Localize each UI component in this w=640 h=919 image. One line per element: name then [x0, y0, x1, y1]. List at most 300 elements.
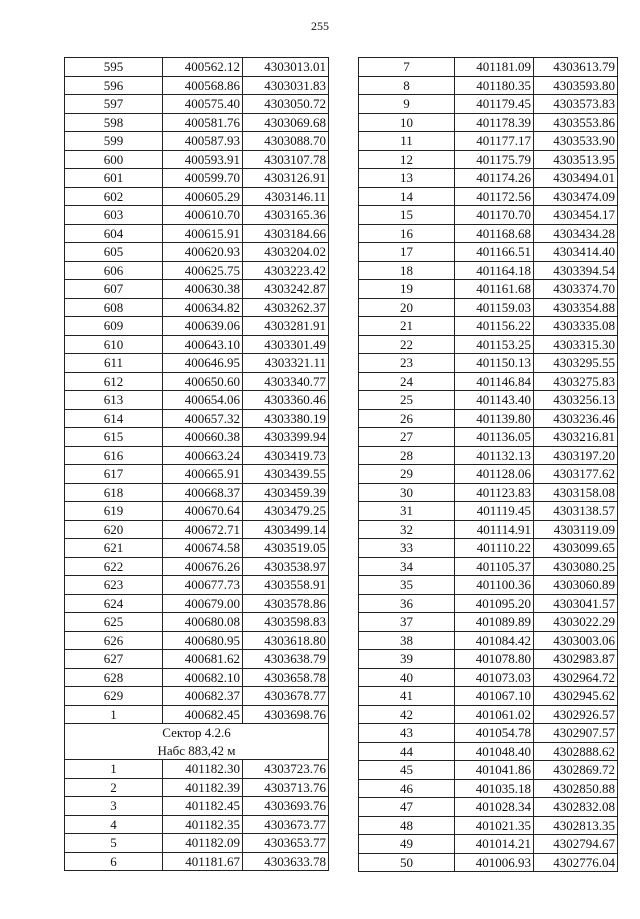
- y-coordinate: 4303439.55: [243, 465, 329, 484]
- point-number: 620: [65, 520, 163, 539]
- x-coordinate: 400562.12: [163, 58, 243, 77]
- point-number: 625: [65, 613, 163, 632]
- x-coordinate: 400682.10: [163, 668, 243, 687]
- point-number: 39: [359, 650, 455, 669]
- table-row: [359, 354, 618, 373]
- x-coordinate: 400581.76: [163, 113, 243, 132]
- x-coordinate: 401021.35: [455, 816, 534, 835]
- y-coordinate: 4303177.62: [534, 465, 618, 484]
- point-number: 610: [65, 335, 163, 354]
- table-row: [359, 613, 618, 632]
- point-number: 8: [359, 76, 455, 95]
- x-coordinate: 401156.22: [455, 317, 534, 336]
- x-coordinate: 401168.68: [455, 224, 534, 243]
- y-coordinate: 4303693.76: [243, 797, 329, 816]
- table-row: [359, 150, 618, 169]
- y-coordinate: 4303414.40: [534, 243, 618, 262]
- point-number: 613: [65, 391, 163, 410]
- point-number: 596: [65, 76, 163, 95]
- x-coordinate: 401181.09: [455, 58, 534, 77]
- table-row: [65, 335, 329, 354]
- table-row: [359, 206, 618, 225]
- table-row: [65, 557, 329, 576]
- point-number: 1: [65, 705, 163, 724]
- x-coordinate: 401178.39: [455, 113, 534, 132]
- point-number: 25: [359, 391, 455, 410]
- table-row: [65, 778, 329, 797]
- y-coordinate: 4303275.83: [534, 372, 618, 391]
- y-coordinate: 4303003.06: [534, 631, 618, 650]
- point-number: 48: [359, 816, 455, 835]
- point-number: 47: [359, 798, 455, 817]
- y-coordinate: 4303216.81: [534, 428, 618, 447]
- table-row: [65, 502, 329, 521]
- x-coordinate: 400575.40: [163, 95, 243, 114]
- y-coordinate: 4303223.42: [243, 261, 329, 280]
- point-number: 616: [65, 446, 163, 465]
- point-number: 597: [65, 95, 163, 114]
- y-coordinate: 4303558.91: [243, 576, 329, 595]
- table-row: [65, 446, 329, 465]
- table-row: [65, 113, 329, 132]
- y-coordinate: 4303315.30: [534, 335, 618, 354]
- y-coordinate: 4303499.14: [243, 520, 329, 539]
- table-row: [359, 668, 618, 687]
- point-number: 598: [65, 113, 163, 132]
- point-number: 40: [359, 668, 455, 687]
- point-number: 11: [359, 132, 455, 151]
- y-coordinate: 4303088.70: [243, 132, 329, 151]
- point-number: 21: [359, 317, 455, 336]
- point-number: 30: [359, 483, 455, 502]
- x-coordinate: 400646.95: [163, 354, 243, 373]
- table-row: [65, 705, 329, 724]
- y-coordinate: 4303031.83: [243, 76, 329, 95]
- point-number: 601: [65, 169, 163, 188]
- x-coordinate: 400682.37: [163, 687, 243, 706]
- x-coordinate: 400568.86: [163, 76, 243, 95]
- point-number: 18: [359, 261, 455, 280]
- table-row: [65, 594, 329, 613]
- y-coordinate: 4303360.46: [243, 391, 329, 410]
- x-coordinate: 401164.18: [455, 261, 534, 280]
- x-coordinate: 401073.03: [455, 668, 534, 687]
- table-row: [65, 576, 329, 595]
- point-number: 36: [359, 594, 455, 613]
- point-number: 19: [359, 280, 455, 299]
- coordinates-table-right: [358, 57, 618, 872]
- x-coordinate: 400587.93: [163, 132, 243, 151]
- x-coordinate: 400660.38: [163, 428, 243, 447]
- x-coordinate: 401174.26: [455, 169, 534, 188]
- y-coordinate: 4303184.66: [243, 224, 329, 243]
- y-coordinate: 4303256.13: [534, 391, 618, 410]
- point-number: 595: [65, 58, 163, 77]
- table-row: [65, 95, 329, 114]
- y-coordinate: 4302813.35: [534, 816, 618, 835]
- x-coordinate: 400674.58: [163, 539, 243, 558]
- x-coordinate: 400668.37: [163, 483, 243, 502]
- table-row: [359, 631, 618, 650]
- point-number: 608: [65, 298, 163, 317]
- point-number: 617: [65, 465, 163, 484]
- x-coordinate: 400643.10: [163, 335, 243, 354]
- table-row: [359, 317, 618, 336]
- x-coordinate: 400663.24: [163, 446, 243, 465]
- y-coordinate: 4303041.57: [534, 594, 618, 613]
- y-coordinate: 4303197.20: [534, 446, 618, 465]
- x-coordinate: 401119.45: [455, 502, 534, 521]
- y-coordinate: 4303673.77: [243, 815, 329, 834]
- x-coordinate: 400679.00: [163, 594, 243, 613]
- y-coordinate: 4303158.08: [534, 483, 618, 502]
- y-coordinate: 4302794.67: [534, 835, 618, 854]
- table-row: [359, 705, 618, 724]
- y-coordinate: 4303618.80: [243, 631, 329, 650]
- table-row: [359, 576, 618, 595]
- y-coordinate: 4303638.79: [243, 650, 329, 669]
- table-row: [359, 409, 618, 428]
- point-number: 13: [359, 169, 455, 188]
- table-row: [65, 852, 329, 871]
- x-coordinate: 400676.26: [163, 557, 243, 576]
- table-row: [65, 797, 329, 816]
- table-row: [359, 261, 618, 280]
- point-number: 606: [65, 261, 163, 280]
- table-row: [65, 317, 329, 336]
- x-coordinate: 401182.35: [163, 815, 243, 834]
- table-row: [359, 187, 618, 206]
- point-number: 614: [65, 409, 163, 428]
- point-number: 28: [359, 446, 455, 465]
- table-row: [65, 465, 329, 484]
- table-row: [65, 372, 329, 391]
- x-coordinate: 401095.20: [455, 594, 534, 613]
- point-number: 604: [65, 224, 163, 243]
- y-coordinate: 4303698.76: [243, 705, 329, 724]
- point-number: 615: [65, 428, 163, 447]
- x-coordinate: 401180.35: [455, 76, 534, 95]
- x-coordinate: 401014.21: [455, 835, 534, 854]
- y-coordinate: 4303060.89: [534, 576, 618, 595]
- x-coordinate: 400610.70: [163, 206, 243, 225]
- y-coordinate: 4303050.72: [243, 95, 329, 114]
- point-number: 3: [65, 797, 163, 816]
- x-coordinate: 401128.06: [455, 465, 534, 484]
- x-coordinate: 400615.91: [163, 224, 243, 243]
- table-row: [65, 760, 329, 779]
- y-coordinate: 4303479.25: [243, 502, 329, 521]
- x-coordinate: 401100.36: [455, 576, 534, 595]
- y-coordinate: 4303419.73: [243, 446, 329, 465]
- x-coordinate: 400634.82: [163, 298, 243, 317]
- y-coordinate: 4303593.80: [534, 76, 618, 95]
- y-coordinate: 4303494.01: [534, 169, 618, 188]
- point-number: 26: [359, 409, 455, 428]
- page-number: 255: [311, 19, 329, 33]
- table-row: [359, 835, 618, 854]
- y-coordinate: 4303578.86: [243, 594, 329, 613]
- y-coordinate: 4303022.29: [534, 613, 618, 632]
- point-number: 6: [65, 852, 163, 871]
- y-coordinate: 4302869.72: [534, 761, 618, 780]
- point-number: 602: [65, 187, 163, 206]
- x-coordinate: 401139.80: [455, 409, 534, 428]
- point-number: 37: [359, 613, 455, 632]
- sector-title: Сектор 4.2.6: [162, 725, 231, 740]
- y-coordinate: 4303553.86: [534, 113, 618, 132]
- y-coordinate: 4303399.94: [243, 428, 329, 447]
- x-coordinate: 400680.95: [163, 631, 243, 650]
- point-number: 1: [65, 760, 163, 779]
- y-coordinate: 4302945.62: [534, 687, 618, 706]
- table-row: [65, 391, 329, 410]
- table-row: [359, 169, 618, 188]
- y-coordinate: 4303107.78: [243, 150, 329, 169]
- y-coordinate: 4303321.11: [243, 354, 329, 373]
- table-row: [359, 779, 618, 798]
- table-row: [65, 187, 329, 206]
- point-number: 20: [359, 298, 455, 317]
- table-row: [359, 58, 618, 77]
- table-row: [65, 613, 329, 632]
- x-coordinate: 401146.84: [455, 372, 534, 391]
- y-coordinate: 4302964.72: [534, 668, 618, 687]
- y-coordinate: 4303519.05: [243, 539, 329, 558]
- x-coordinate: 401123.83: [455, 483, 534, 502]
- point-number: 619: [65, 502, 163, 521]
- y-coordinate: 4303204.02: [243, 243, 329, 262]
- table-row: [359, 557, 618, 576]
- x-coordinate: 401172.56: [455, 187, 534, 206]
- y-coordinate: 4303633.78: [243, 852, 329, 871]
- point-number: 5: [65, 834, 163, 853]
- y-coordinate: 4303335.08: [534, 317, 618, 336]
- x-coordinate: 401078.80: [455, 650, 534, 669]
- point-number: 629: [65, 687, 163, 706]
- table-row: [359, 798, 618, 817]
- table-row: [65, 58, 329, 77]
- point-number: 2: [65, 778, 163, 797]
- y-coordinate: 4303242.87: [243, 280, 329, 299]
- y-coordinate: 4303459.39: [243, 483, 329, 502]
- sector-subtitle: Набс 883,42 м: [157, 742, 236, 758]
- point-number: 41: [359, 687, 455, 706]
- table-row: [359, 428, 618, 447]
- y-coordinate: 4303126.91: [243, 169, 329, 188]
- x-coordinate: 400681.62: [163, 650, 243, 669]
- point-number: 34: [359, 557, 455, 576]
- x-coordinate: 401054.78: [455, 724, 534, 743]
- point-number: 12: [359, 150, 455, 169]
- y-coordinate: 4303573.83: [534, 95, 618, 114]
- table-row: [359, 742, 618, 761]
- table-row: [65, 298, 329, 317]
- point-number: 44: [359, 742, 455, 761]
- table-row: [359, 650, 618, 669]
- point-number: 17: [359, 243, 455, 262]
- table-row: [65, 834, 329, 853]
- y-coordinate: 4303119.09: [534, 520, 618, 539]
- x-coordinate: 401132.13: [455, 446, 534, 465]
- x-coordinate: 401182.09: [163, 834, 243, 853]
- point-number: 603: [65, 206, 163, 225]
- point-number: 7: [359, 58, 455, 77]
- y-coordinate: 4303613.79: [534, 58, 618, 77]
- x-coordinate: 400682.45: [163, 705, 243, 724]
- point-number: 599: [65, 132, 163, 151]
- table-row: [65, 815, 329, 834]
- x-coordinate: 401041.86: [455, 761, 534, 780]
- table-row: [65, 280, 329, 299]
- y-coordinate: 4303080.25: [534, 557, 618, 576]
- x-coordinate: 401067.10: [455, 687, 534, 706]
- table-row: [359, 687, 618, 706]
- y-coordinate: 4302850.88: [534, 779, 618, 798]
- x-coordinate: 400630.38: [163, 280, 243, 299]
- y-coordinate: 4303146.11: [243, 187, 329, 206]
- point-number: 607: [65, 280, 163, 299]
- y-coordinate: 4303653.77: [243, 834, 329, 853]
- y-coordinate: 4303723.76: [243, 760, 329, 779]
- table-row: [359, 465, 618, 484]
- y-coordinate: 4302983.87: [534, 650, 618, 669]
- table-row: [65, 668, 329, 687]
- point-number: 618: [65, 483, 163, 502]
- table-row: [65, 650, 329, 669]
- point-number: 15: [359, 206, 455, 225]
- point-number: 31: [359, 502, 455, 521]
- table-row: [65, 539, 329, 558]
- point-number: 32: [359, 520, 455, 539]
- table-row: [65, 224, 329, 243]
- x-coordinate: 400593.91: [163, 150, 243, 169]
- point-number: 46: [359, 779, 455, 798]
- table-row: [359, 594, 618, 613]
- x-coordinate: 401114.91: [455, 520, 534, 539]
- table-row: [65, 76, 329, 95]
- point-number: 623: [65, 576, 163, 595]
- y-coordinate: 4303374.70: [534, 280, 618, 299]
- point-number: 23: [359, 354, 455, 373]
- table-row: [65, 354, 329, 373]
- point-number: 9: [359, 95, 455, 114]
- y-coordinate: 4302907.57: [534, 724, 618, 743]
- table-row: [359, 132, 618, 151]
- table-row: [359, 724, 618, 743]
- x-coordinate: 401179.45: [455, 95, 534, 114]
- y-coordinate: 4303099.65: [534, 539, 618, 558]
- table-row: [359, 391, 618, 410]
- point-number: 33: [359, 539, 455, 558]
- point-number: 4: [65, 815, 163, 834]
- point-number: 42: [359, 705, 455, 724]
- table-row: [359, 853, 618, 872]
- y-coordinate: 4303340.77: [243, 372, 329, 391]
- y-coordinate: 4303165.36: [243, 206, 329, 225]
- table-row: [65, 243, 329, 262]
- point-number: 611: [65, 354, 163, 373]
- y-coordinate: 4303533.90: [534, 132, 618, 151]
- y-coordinate: 4303474.09: [534, 187, 618, 206]
- table-row: [359, 539, 618, 558]
- table-row: [65, 631, 329, 650]
- table-row: [65, 520, 329, 539]
- point-number: 622: [65, 557, 163, 576]
- table-row: [65, 428, 329, 447]
- point-number: 10: [359, 113, 455, 132]
- table-row: [359, 335, 618, 354]
- x-coordinate: 400625.75: [163, 261, 243, 280]
- y-coordinate: 4303678.77: [243, 687, 329, 706]
- table-row: [359, 113, 618, 132]
- y-coordinate: 4303713.76: [243, 778, 329, 797]
- point-number: 24: [359, 372, 455, 391]
- table-row: [359, 483, 618, 502]
- table-row: [359, 76, 618, 95]
- table-row: [359, 243, 618, 262]
- table-row: [359, 298, 618, 317]
- x-coordinate: 401181.67: [163, 852, 243, 871]
- x-coordinate: 401182.30: [163, 760, 243, 779]
- x-coordinate: 401089.89: [455, 613, 534, 632]
- sector-header-row: [65, 724, 329, 760]
- y-coordinate: 4303454.17: [534, 206, 618, 225]
- x-coordinate: 400680.08: [163, 613, 243, 632]
- table-row: [359, 224, 618, 243]
- y-coordinate: 4302926.57: [534, 705, 618, 724]
- point-number: 621: [65, 539, 163, 558]
- y-coordinate: 4303069.68: [243, 113, 329, 132]
- table-row: [65, 169, 329, 188]
- x-coordinate: 400605.29: [163, 187, 243, 206]
- table-row: [65, 687, 329, 706]
- table-row: [359, 446, 618, 465]
- x-coordinate: 401161.68: [455, 280, 534, 299]
- table-row: [359, 816, 618, 835]
- x-coordinate: 400599.70: [163, 169, 243, 188]
- x-coordinate: 401153.25: [455, 335, 534, 354]
- table-row: [65, 206, 329, 225]
- y-coordinate: 4303598.83: [243, 613, 329, 632]
- x-coordinate: 401006.93: [455, 853, 534, 872]
- y-coordinate: 4302832.08: [534, 798, 618, 817]
- x-coordinate: 401061.02: [455, 705, 534, 724]
- sector-header: [65, 724, 329, 760]
- x-coordinate: 401170.70: [455, 206, 534, 225]
- table-row: [65, 150, 329, 169]
- y-coordinate: 4303301.49: [243, 335, 329, 354]
- table-row: [359, 280, 618, 299]
- point-number: 35: [359, 576, 455, 595]
- y-coordinate: 4303295.55: [534, 354, 618, 373]
- coordinates-table-left: [64, 57, 329, 871]
- x-coordinate: 401182.39: [163, 778, 243, 797]
- x-coordinate: 401035.18: [455, 779, 534, 798]
- x-coordinate: 400670.64: [163, 502, 243, 521]
- x-coordinate: 401105.37: [455, 557, 534, 576]
- point-number: 14: [359, 187, 455, 206]
- x-coordinate: 400665.91: [163, 465, 243, 484]
- x-coordinate: 400657.32: [163, 409, 243, 428]
- x-coordinate: 400677.73: [163, 576, 243, 595]
- y-coordinate: 4302776.04: [534, 853, 618, 872]
- table-row: [359, 372, 618, 391]
- point-number: 600: [65, 150, 163, 169]
- table-row: [65, 409, 329, 428]
- point-number: 45: [359, 761, 455, 780]
- y-coordinate: 4303138.57: [534, 502, 618, 521]
